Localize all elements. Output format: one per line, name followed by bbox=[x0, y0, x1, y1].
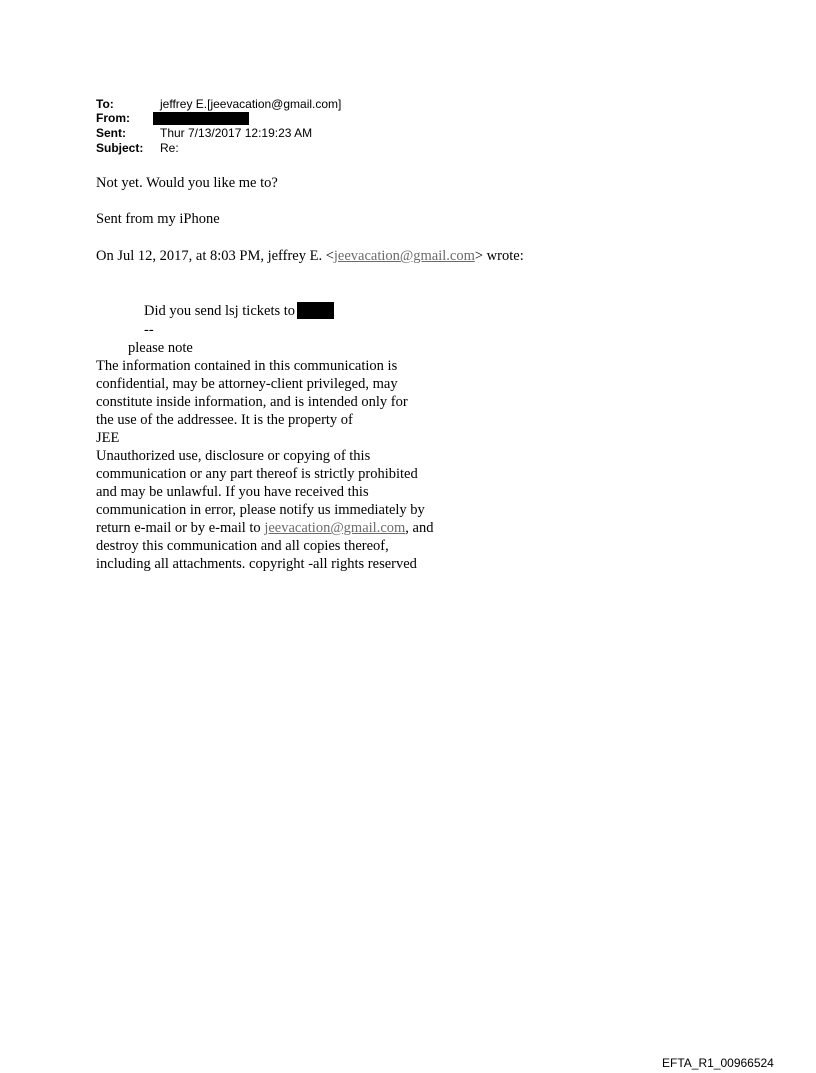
disclaimer-line: Unauthorized use, disclosure or copying of this bbox=[96, 448, 371, 464]
quote-intro-email-link[interactable]: jeevacation@gmail.com bbox=[333, 248, 475, 264]
redaction-bar bbox=[153, 112, 249, 125]
sent-value: Thur 7/13/2017 12:19:23 AM bbox=[160, 126, 313, 140]
subject-label: Subject: bbox=[96, 141, 144, 155]
disclaimer-line: the use of the addressee. It is the property of bbox=[96, 412, 353, 428]
quote-intro-suffix: > wrote: bbox=[474, 248, 524, 264]
from-row bbox=[96, 112, 396, 125]
quoted-question-text: Did you send lsj tickets to bbox=[144, 303, 296, 319]
to-value: jeffrey E.[jeevacation@gmail.com] bbox=[160, 97, 342, 111]
disclaimer-line: constitute inside information, and is intended only for bbox=[96, 394, 408, 410]
disclaimer-line: confidential, may be attorney-client privileged, may bbox=[96, 376, 398, 392]
quote-intro-prefix: On Jul 12, 2017, at 8:03 PM, jeffrey E. < bbox=[96, 248, 334, 264]
disclaimer-line: destroy this communication and all copies thereof, bbox=[96, 538, 389, 554]
reply-text: Not yet. Would you like me to? bbox=[96, 175, 278, 191]
disclaimer-line bbox=[96, 519, 433, 537]
from-label: From: bbox=[96, 111, 130, 125]
disclaimer-line: JEE bbox=[96, 430, 120, 446]
subject-row bbox=[96, 142, 396, 155]
disclaimer-email-link[interactable]: jeevacation@gmail.com bbox=[264, 520, 406, 536]
signature-text: Sent from my iPhone bbox=[96, 211, 220, 227]
sent-label: Sent: bbox=[96, 126, 126, 140]
disclaimer-line: The information contained in this communication is bbox=[96, 358, 398, 374]
disclaimer-line: communication or any part thereof is strictly prohibited bbox=[96, 466, 418, 482]
to-row bbox=[96, 98, 396, 111]
to-label: To: bbox=[96, 97, 114, 111]
please-note-text: please note bbox=[128, 340, 193, 356]
disclaimer-line-suffix: , and bbox=[405, 520, 434, 536]
quoted-separator: -- bbox=[144, 322, 154, 338]
redaction-bar bbox=[297, 302, 334, 319]
sent-row bbox=[96, 127, 396, 140]
document-id: EFTA_R1_00966524 bbox=[662, 1056, 774, 1070]
email-header bbox=[96, 98, 396, 158]
quote-intro bbox=[96, 247, 524, 265]
disclaimer-line-prefix: return e-mail or by e-mail to bbox=[96, 520, 265, 536]
quoted-question bbox=[144, 302, 334, 320]
disclaimer-line: communication in error, please notify us immediately by bbox=[96, 502, 425, 518]
subject-value: Re: bbox=[160, 141, 179, 155]
disclaimer-line: and may be unlawful. If you have received this bbox=[96, 484, 369, 500]
disclaimer-line: including all attachments. copyright -all rights reserved bbox=[96, 556, 417, 572]
